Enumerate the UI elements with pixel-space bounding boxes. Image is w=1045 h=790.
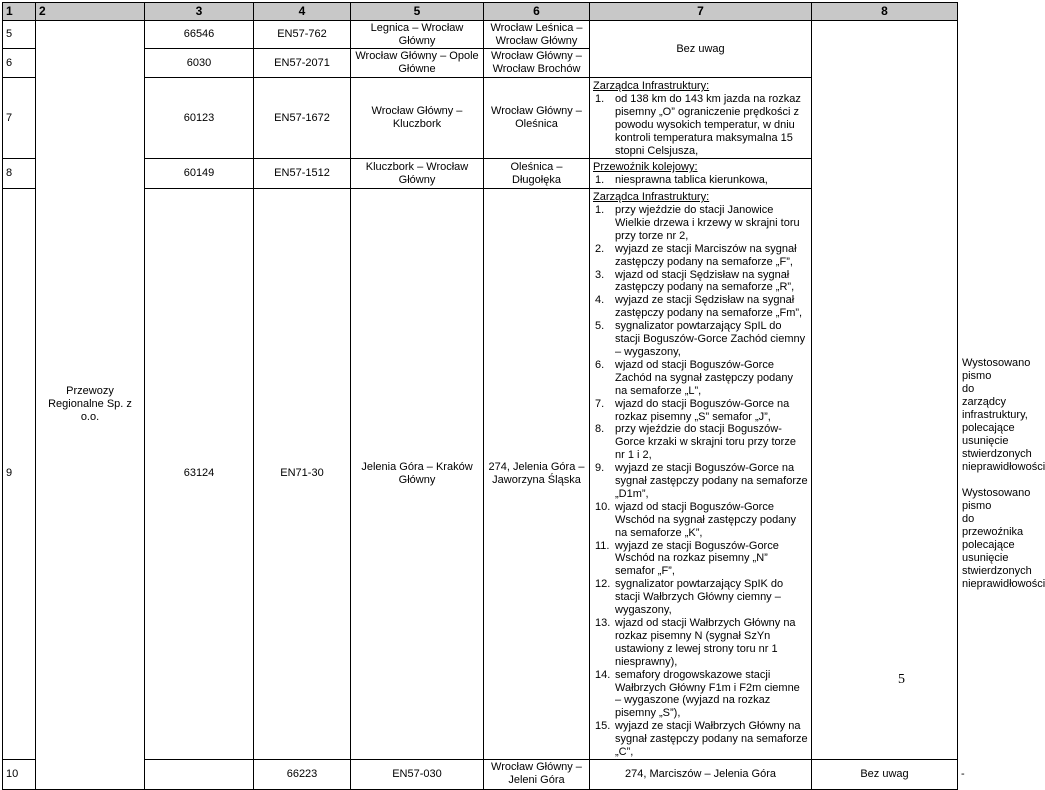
inspected-section: 274, Jelenia Góra – Jaworzyna Śląska — [484, 189, 590, 760]
header-col-1: 1 — [3, 3, 36, 21]
train-number: 63124 — [145, 189, 254, 760]
carrier-cell: Przewozy Regionalne Sp. z o.o. — [36, 21, 145, 790]
header-col-6: 6 — [484, 3, 590, 21]
inspected-section: Wrocław Główny – Oleśnica — [484, 78, 590, 159]
remarks-item: 5. sygnalizator powtarzający SpIL do stacji Boguszów-Gorce Zachód ciemny – wygaszony, — [595, 320, 806, 358]
header-col-5: 5 — [351, 3, 484, 21]
remarks-item: 10. wjazd od stacji Boguszów-Gorce Wschód na sygnał zastępczy podany na semaforze „K”, — [595, 500, 796, 539]
remarks-item: 14. semafory drogowskazowe stacji Wałbrzych Główny F1m i F2m ciemne – wygaszone (wyjazd na rozkaz pisemny „S”), — [595, 668, 800, 720]
train-relation: Wrocław Główny – Opole Główne — [351, 49, 484, 78]
train-number: 6030 — [145, 49, 254, 78]
remarks-cell — [590, 189, 812, 760]
remarks-section-title: Przewoźnik kolejowy: — [593, 161, 698, 173]
train-number: 66223 — [254, 759, 351, 789]
remarks-section-title: Zarządca Infrastruktury: — [593, 191, 710, 203]
remarks-item: 1. od 138 km do 143 km jazda na rozkaz pisemny „O” ograniczenie prędkości z powodu wysokich temperatur, w dniu kontroli temperatura maksymalna 15 stopni Celsjusza, — [595, 93, 801, 157]
remarks-section-title: Zarządca Infrastruktury: — [593, 80, 710, 92]
row-number: 9 — [3, 189, 36, 760]
row-number: 7 — [3, 78, 36, 159]
row-number: 8 — [3, 159, 36, 189]
remarks-item: 13. wjazd od stacji Wałbrzych Główny na rozkaz pisemny N (sygnał SzYn ustawiony z lewej strony toru nr 1 niesprawny), — [595, 617, 796, 668]
table-row-9: 9 63124 EN71-30 Jelenia Góra – Kraków Główny 274, Jelenia Góra – Jaworzyna Śląska Zarządca Infrastruktury: 1. przy wjeździe do stacji Janowice Wielkie drzewa i krzewy w skrajni toru przy torze nr 2, 2. wyjazd ze stacji Marciszów na sygnał zastępczy podany na semaforze „F”, 3. wjazd od stacji Sędzisław na sygnał zastępczy podany na semaforze „R”, 4. wyjazd ze stacji Sędzisław na sygnał zastępczy podany na semaforze „Fm”, 5. sygnalizator powtarzający SpIL do stacji Boguszów-Gorce Zachód ciemny – wygaszony, 6. wjazd od stacji Boguszów-Gorce Zachód na sygnał zastępczy podany na semaforze „L”, 7. wjazd do stacji Boguszów-Gorce na rozkaz pisemny „S” semafor „J”, 8. przy wjeździe do stacji Boguszów-Gorce krzaki w skrajni toru przy torze nr 1 i 2, 9. wyjazd ze stacji Boguszów-Gorce na sygnał zastępczy podany na semaforze „D1m”, 10. wjazd od stacji Boguszów-Gorce Wschód na sygnał zastępczy podany na semaforze „K”, 11. wyjazd ze stacji Boguszów-Gorce Wschód na rozkaz pisemny „N” semafor „F”, 12. sygnalizator powtarzający SpIK do stacji Wałbrzych Główny ciemny – wygaszony, 13. wjazd od stacji Wałbrzych Główny na rozkaz pisemny N (sygnał SzYn ustawiony z lewej strony toru nr 1 niesprawny), 14. semafory drogowskazowe stacji Wałbrzych Główny F1m i F2m ciemne – wygaszone (wyjazd na rozkaz pisemny „S”), 15. wyjazd ze stacji Wałbrzych Główny na sygnał zastępczy podany na semaforze „C”, Wystosowano pismo do zarządcy infrastruktury, polecające usunięcie stwierdzonych nieprawidłowości Wystosowano pismo do przewoźnika polecające usunięcie stwierdzonych nieprawidłowości — [3, 189, 958, 760]
actions-cell — [812, 21, 958, 760]
remarks-item: 3. wjazd od stacji Sędzisław na sygnał zastępczy podany na semaforze „R”, — [595, 268, 795, 294]
row-number: 6 — [3, 49, 36, 78]
inspected-section: Wrocław Leśnica – Wrocław Główny — [484, 21, 590, 49]
train-number: 66546 — [145, 21, 254, 49]
train-relation: Wrocław Główny – Kluczbork — [351, 78, 484, 159]
train-relation: Legnica – Wrocław Główny — [351, 21, 484, 49]
unit-number: EN57-1512 — [254, 159, 351, 189]
remarks-cell: Bez uwag — [812, 759, 958, 789]
header-row — [3, 3, 958, 21]
unit-number: EN57-762 — [254, 21, 351, 49]
train-relation: Wrocław Główny – Jeleni Góra — [484, 759, 590, 789]
unit-number: EN57-1672 — [254, 78, 351, 159]
unit-number: EN57-030 — [351, 759, 484, 789]
inspection-table — [2, 2, 1045, 790]
inspected-section: Oleśnica – Długołęka — [484, 159, 590, 189]
header-col-3: 3 — [145, 3, 254, 21]
remarks-list — [593, 204, 808, 759]
remarks-item: 9. wyjazd ze stacji Boguszów-Gorce na sygnał zastępczy podany na semaforze „D1m”, — [595, 462, 808, 500]
inspected-section: 274, Marciszów – Jelenia Góra — [590, 759, 812, 789]
remarks-item: 1. przy wjeździe do stacji Janowice Wielkie drzewa i krzewy w skrajni toru przy torze nr 2, — [595, 204, 800, 242]
train-number: 60123 — [145, 78, 254, 159]
remarks-item: 1. niesprawna tablica kierunkowa, — [595, 174, 768, 186]
unit-number: EN57-2071 — [254, 49, 351, 78]
remarks-cell — [590, 159, 812, 189]
table-row-5 — [3, 21, 958, 49]
header-col-7: 7 — [590, 3, 812, 21]
row-number: 10 — [3, 759, 36, 789]
inspected-section: Wrocław Główny – Wrocław Brochów — [484, 49, 590, 78]
remarks-item: 7. wjazd do stacji Boguszów-Gorce na rozkaz pisemny „S” semafor „J”, — [595, 397, 790, 423]
remarks-item: 2. wyjazd ze stacji Marciszów na sygnał zastępczy podany na semaforze „F”, — [595, 242, 797, 268]
remarks-item: 4. wyjazd ze stacji Sędzisław na sygnał zastępczy podany na semaforze „Fm”, — [595, 294, 803, 320]
remarks-list — [593, 93, 808, 158]
remarks-item: 12. sygnalizator powtarzający SpIK do stacji Wałbrzych Główny ciemny – wygaszony, — [595, 578, 784, 617]
remarks-cell: Bez uwag — [590, 21, 812, 78]
page-number: 5 — [898, 672, 905, 687]
unit-number: EN71-30 — [254, 189, 351, 760]
row-number: 5 — [3, 21, 36, 49]
header-col-2: 2 — [36, 3, 145, 21]
remarks-cell — [590, 78, 812, 159]
header-col-8: 8 — [812, 3, 958, 21]
train-number: 60149 — [145, 159, 254, 189]
remarks-item: 11. wyjazd ze stacji Boguszów-Gorce Wschód na rozkaz pisemny „N” semafor „F”, — [595, 539, 779, 578]
remarks-item: 8. przy wjeździe do stacji Boguszów-Gorce krzaki w skrajni toru przy torze nr 1 i 2, — [595, 423, 796, 462]
remarks-item: 6. wjazd od stacji Boguszów-Gorce Zachód na sygnał zastępczy podany na semaforze „L”, — [595, 358, 793, 397]
remarks-item: 15. wyjazd ze stacji Wałbrzych Główny na sygnał zastępczy podany na semaforze „C”, — [595, 720, 808, 759]
carrier-cell-empty — [145, 759, 254, 789]
train-relation: Jelenia Góra – Kraków Główny — [351, 189, 484, 760]
header-col-4: 4 — [254, 3, 351, 21]
table-row-10: 10 66223 EN57-030 Wrocław Główny – Jeleni Góra 274, Marciszów – Jelenia Góra Bez uwag - — [3, 759, 958, 789]
train-relation: Kluczbork – Wrocław Główny — [351, 159, 484, 189]
remarks-list — [593, 174, 808, 187]
